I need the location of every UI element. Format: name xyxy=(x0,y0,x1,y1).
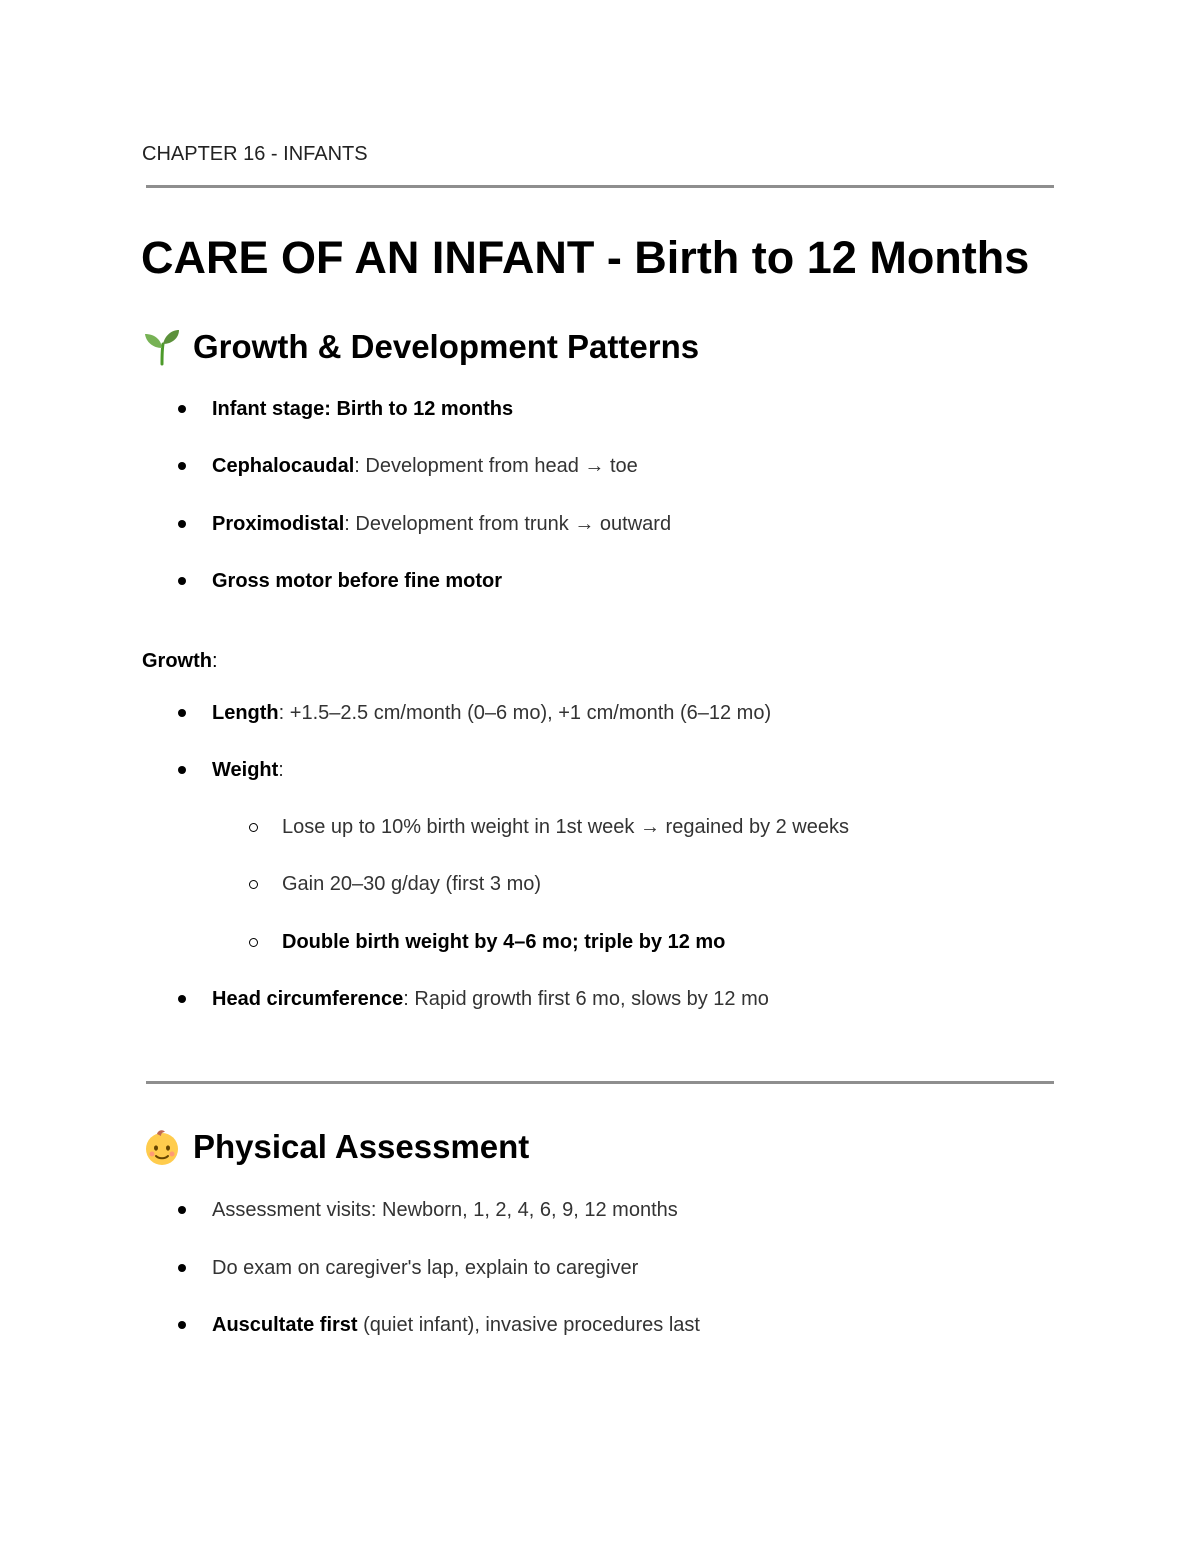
list-item-weight: Weight: xyxy=(212,759,284,781)
sub-bullet-icon xyxy=(249,938,258,947)
growth-label: Growth: xyxy=(142,650,218,672)
bullet-icon xyxy=(178,1206,186,1214)
seedling-icon xyxy=(143,328,181,366)
section-heading-physical-assessment xyxy=(143,1128,529,1166)
bullet-icon xyxy=(178,1321,186,1329)
list-item: Proximodistal: Development from trunk → outward xyxy=(212,513,672,535)
list-item: Assessment visits: Newborn, 1, 2, 4, 6, 9, 12 months xyxy=(212,1199,678,1221)
bullet-icon xyxy=(178,520,186,528)
page-title: CARE OF AN INFANT - Birth to 12 Months xyxy=(141,232,1030,283)
list-item: Do exam on caregiver's lap, explain to caregiver xyxy=(212,1257,639,1279)
bullet-icon xyxy=(178,577,186,585)
list-item: Infant stage: Birth to 12 months xyxy=(212,398,514,420)
list-item: Gross motor before fine motor xyxy=(212,570,503,592)
sub-list-item: Gain 20–30 g/day (first 3 mo) xyxy=(282,873,542,895)
chapter-label: CHAPTER 16 - INFANTS xyxy=(142,143,368,165)
bullet-icon xyxy=(178,766,186,774)
sub-list-item: Lose up to 10% birth weight in 1st week → regained by 2 weeks xyxy=(282,816,849,838)
divider xyxy=(146,1081,1054,1084)
section-heading-growth-development xyxy=(143,328,699,366)
section-heading-text: Growth & Development Patterns xyxy=(193,328,700,365)
divider xyxy=(146,185,1054,188)
baby-icon xyxy=(143,1128,181,1166)
sub-bullet-icon xyxy=(249,880,258,889)
sub-list-item: Double birth weight by 4–6 mo; triple by 12 mo xyxy=(282,931,726,953)
bullet-icon xyxy=(178,462,186,470)
bullet-icon xyxy=(178,709,186,717)
list-item-length: Length: +1.5–2.5 cm/month (0–6 mo), +1 cm/month (6–12 mo) xyxy=(212,702,772,724)
sub-bullet-icon xyxy=(249,823,258,832)
list-item: Auscultate first (quiet infant), invasive procedures last xyxy=(212,1314,700,1336)
bullet-icon xyxy=(178,405,186,413)
bullet-icon xyxy=(178,1264,186,1272)
bullet-icon xyxy=(178,995,186,1003)
list-item: Cephalocaudal: Development from head → toe xyxy=(212,455,638,477)
section-heading-text: Physical Assessment xyxy=(193,1128,530,1165)
list-item-head-circumference: Head circumference: Rapid growth first 6 mo, slows by 12 mo xyxy=(212,988,769,1010)
